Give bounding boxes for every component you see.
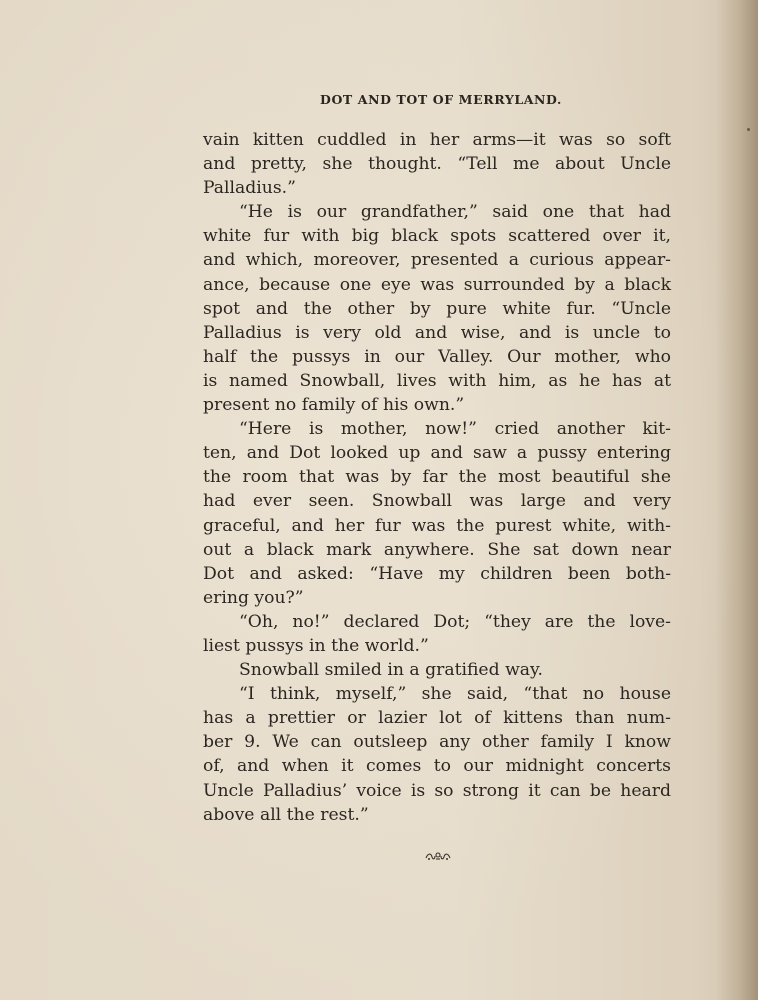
text-line: “Here is mother, now!” cried another kit-	[239, 419, 671, 440]
text-line: Uncle Palladius’ voice is so strong it can be heard	[203, 780, 671, 801]
body-text	[203, 128, 671, 827]
text-line: liest pussys in the world.”	[203, 635, 429, 656]
text-line: graceful, and her fur was the purest white, with-	[203, 515, 671, 536]
running-head	[0, 92, 758, 107]
text-line: ten, and Dot looked up and saw a pussy entering	[203, 443, 671, 464]
text-line: above all the rest.”	[203, 804, 369, 825]
text-line: and pretty, she thought. “Tell me about Uncle	[203, 154, 671, 175]
text-line: and which, moreover, presented a curious appear-	[203, 250, 671, 271]
running-head-text: DOT AND TOT OF MERRYLAND.	[320, 92, 562, 107]
text-line: had ever seen. Snowball was large and very	[203, 491, 671, 512]
text-line: ance, because one eye was surrounded by a black	[203, 274, 671, 295]
text-line: ering you?”	[203, 587, 304, 608]
text-line: of, and when it comes to our midnight concerts	[203, 756, 671, 777]
text-line: vain kitten cuddled in her arms—it was so soft	[203, 130, 671, 150]
text-line: Snowball smiled in a gratified way.	[239, 660, 543, 681]
tailpiece-ornament-icon	[423, 849, 453, 863]
text-line: has a prettier or lazier lot of kittens than num-	[203, 708, 671, 729]
text-line: “He is our grandfather,” said one that had	[239, 202, 671, 223]
edge-speck	[747, 128, 750, 131]
text-line: present no family of his own.”	[203, 395, 465, 416]
text-line: spot and the other by pure white fur. “Uncle	[203, 298, 671, 319]
text-line: the room that was by far the most beautiful she	[203, 467, 671, 488]
text-line: half the pussys in our Valley. Our mother, who	[203, 346, 671, 367]
text-line: out a black mark anywhere. She sat down near	[203, 539, 671, 560]
page-edge-shadow	[716, 0, 758, 1000]
text-line: Palladius is very old and wise, and is uncle to	[203, 322, 671, 343]
text-line: white fur with big black spots scattered over it,	[203, 226, 671, 247]
text-line: is named Snowball, lives with him, as he has at	[203, 370, 671, 391]
text-line: Dot and asked: “Have my children been both-	[203, 563, 671, 584]
text-line: Palladius.”	[203, 178, 296, 199]
text-line: “Oh, no!” declared Dot; “they are the love-	[239, 611, 671, 632]
text-line: “I think, myself,” she said, “that no house	[239, 684, 671, 705]
text-line: ber 9. We can outsleep any other family I know	[203, 732, 671, 753]
